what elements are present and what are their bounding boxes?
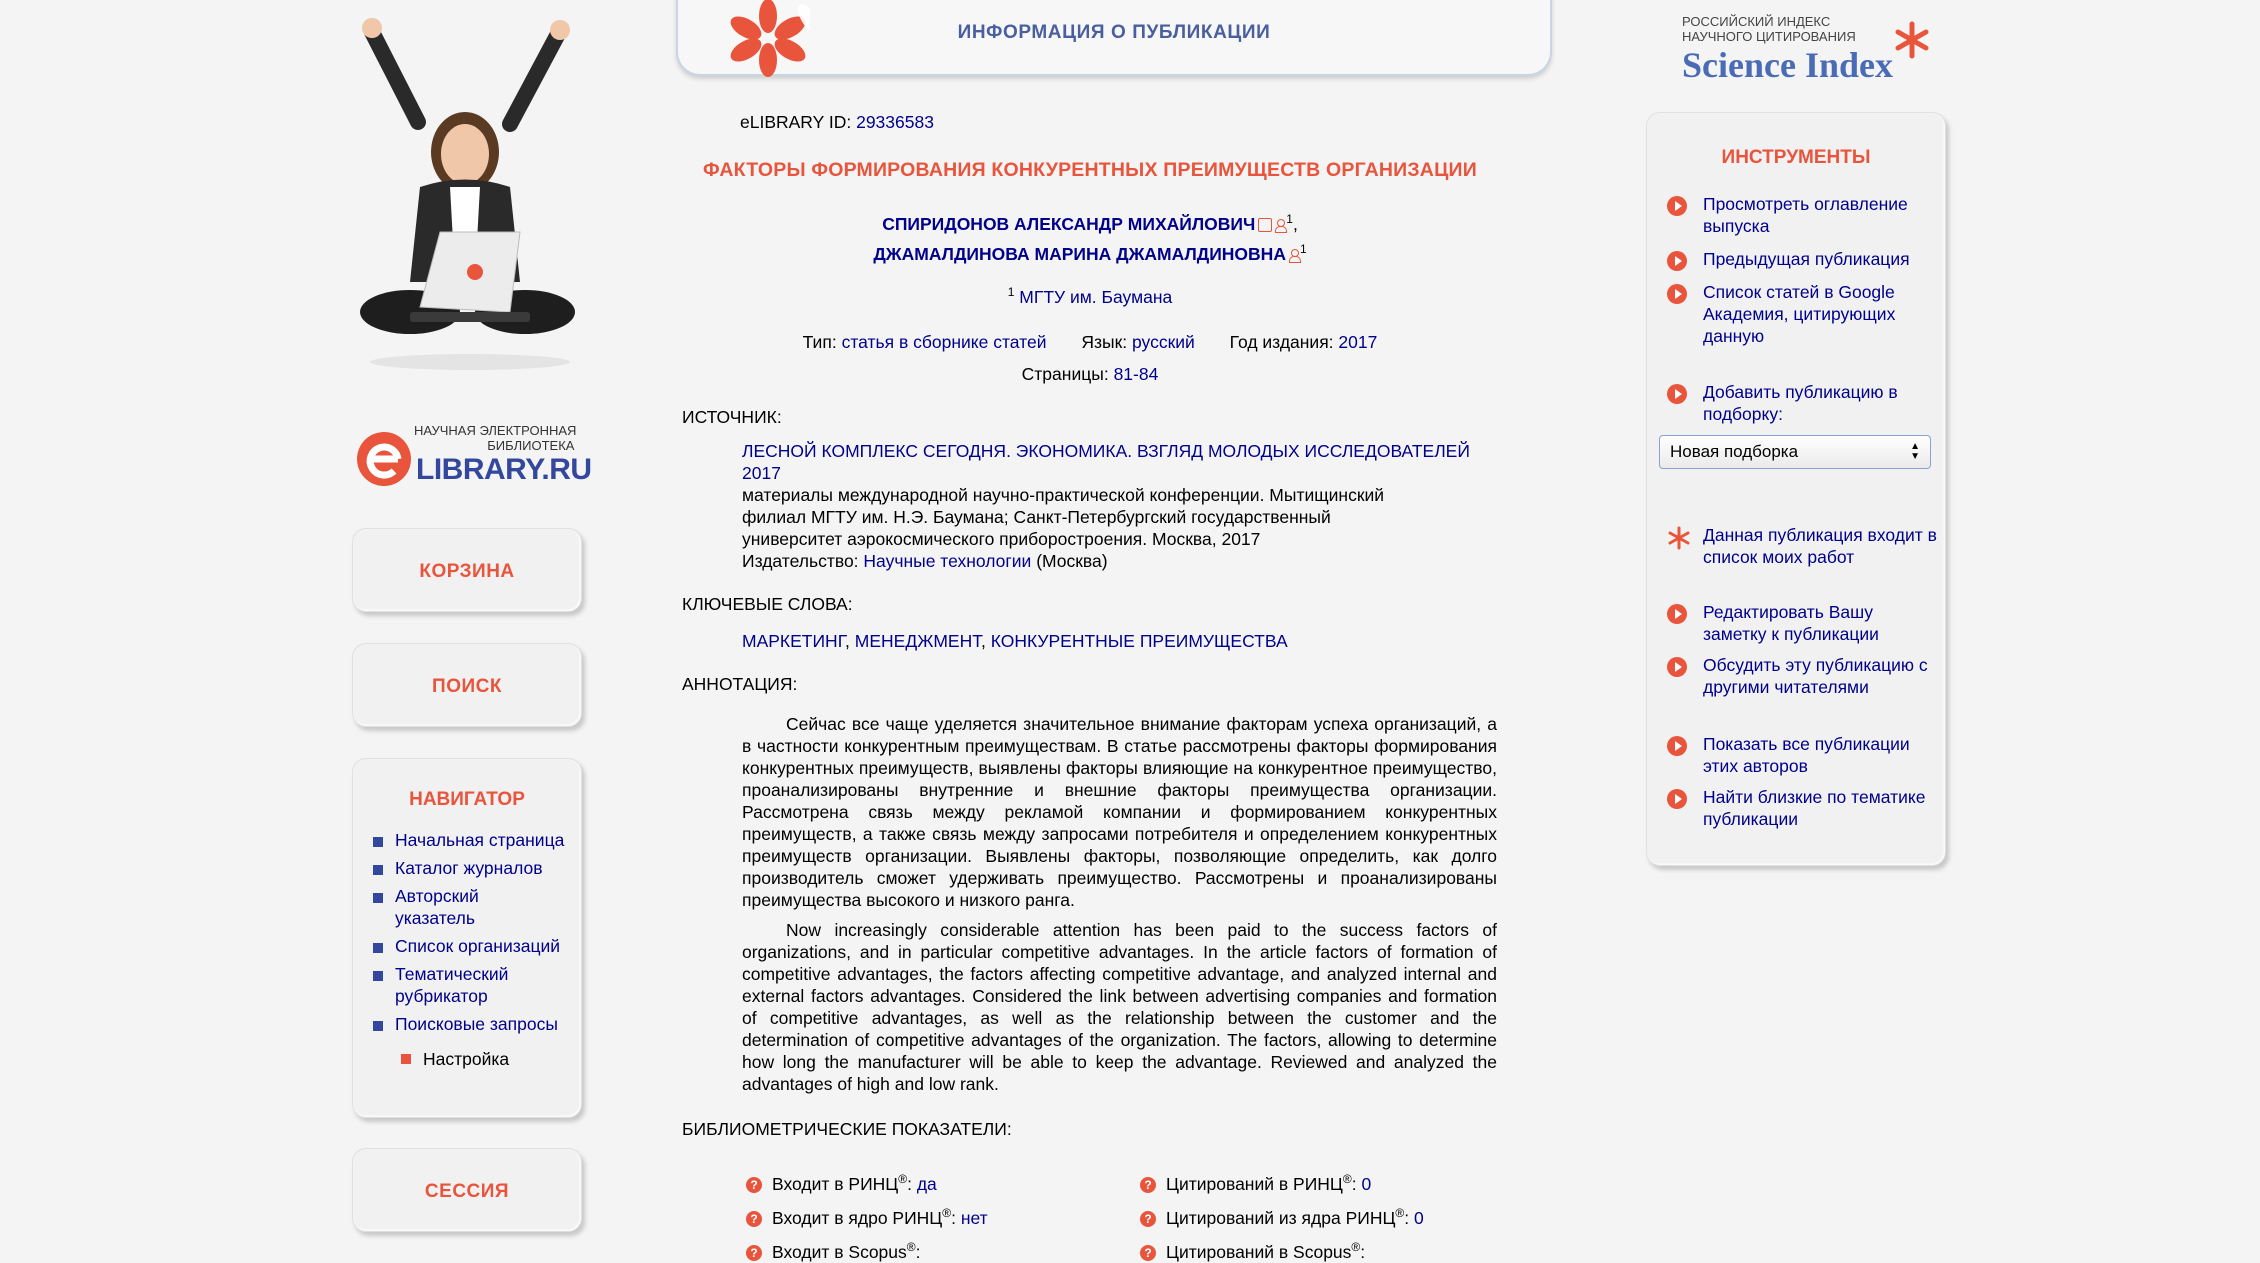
nav-item-settings[interactable]: Настройка (401, 1049, 581, 1070)
bullet-icon (373, 837, 383, 847)
person-icon[interactable] (1288, 249, 1300, 261)
tool-my-works[interactable]: Данная публикация входит в список моих работ (1667, 524, 1937, 568)
si-line1: РОССИЙСКИЙ ИНДЕКС (1682, 14, 1831, 29)
lang-label: Язык: (1081, 332, 1128, 353)
arrow-circle-icon (1667, 384, 1687, 404)
elibrary-logo[interactable] (356, 415, 592, 490)
core-cit-value[interactable]: 0 (1414, 1207, 1424, 1228)
author-row (680, 207, 1500, 237)
author-row (680, 237, 1500, 267)
tool-google-scholar[interactable]: Список статей в Google Академия, цитирующих данную (1667, 281, 1937, 347)
publisher-link[interactable]: Научные технологии (863, 551, 1032, 572)
bullet-icon (373, 865, 383, 875)
keyword-link[interactable]: МАРКЕТИНГ (742, 631, 846, 652)
science-index-logo[interactable] (1682, 14, 1932, 84)
logo-line2: БИБЛИОТЕКА (487, 438, 575, 453)
author-link[interactable]: СПИРИДОНОВ АЛЕКСАНДР МИХАЙЛОВИЧ (882, 213, 1256, 234)
elibrary-id-label: eLIBRARY ID: (740, 112, 852, 132)
author-link[interactable]: ДЖАМАЛДИНОВА МАРИНА ДЖАМАЛДИНОВНА (873, 243, 1286, 264)
arrow-circle-icon (1667, 736, 1687, 756)
help-icon[interactable]: ? (746, 1211, 762, 1227)
collection-select[interactable] (1659, 435, 1931, 469)
help-icon[interactable]: ? (1140, 1245, 1156, 1261)
nav-item-rubricator[interactable]: Тематический рубрикатор (373, 963, 525, 1007)
keywords-heading: КЛЮЧЕВЫЕ СЛОВА: (682, 594, 853, 615)
asterisk-icon (1892, 20, 1932, 60)
bullet-icon (373, 1021, 383, 1031)
select-arrows-icon: ▲ ▼ (1910, 441, 1920, 462)
biblio-core-cit: ? Цитирований из ядра РИНЦ®: 0 (1140, 1206, 1424, 1229)
source-heading: ИСТОЧНИК: (682, 407, 782, 428)
pages-label: Страницы: (1021, 364, 1109, 385)
si-line2: НАУЧНОГО ЦИТИРОВАНИЯ (1682, 29, 1856, 44)
rinc-in-value[interactable]: да (916, 1173, 937, 1194)
publication-content (680, 112, 1500, 1140)
source-block (742, 440, 1497, 572)
rinc-cit-value[interactable]: 0 (1361, 1173, 1372, 1194)
keyword-link[interactable]: МЕНЕДЖМЕНТ (854, 631, 981, 652)
tool-prev-publication[interactable]: Предыдущая публикация (1667, 248, 1937, 270)
tool-view-toc[interactable]: Просмотреть оглавление выпуска (1667, 193, 1937, 237)
pages-link[interactable]: 81-84 (1113, 364, 1159, 385)
si-brand: Science Index (1682, 45, 1893, 85)
page-title: ИНФОРМАЦИЯ О ПУБЛИКАЦИИ (957, 22, 1271, 43)
pages (680, 364, 1500, 385)
elibrary-id-link[interactable]: 29336583 (856, 112, 934, 132)
email-icon[interactable] (1258, 218, 1272, 232)
tool-edit-note[interactable]: Редактировать Вашу заметку к публикации (1667, 601, 1937, 645)
publication-title: ФАКТОРЫ ФОРМИРОВАНИЯ КОНКУРЕНТНЫХ ПРЕИМУЩЕСТВ ОРГАНИЗАЦИИ (703, 159, 1477, 181)
nav-item-journals[interactable]: Каталог журналов (373, 857, 581, 879)
tools-title: ИНСТРУМЕНТЫ (1721, 147, 1871, 168)
arrow-circle-icon (1667, 251, 1687, 271)
arrow-circle-icon (1667, 657, 1687, 677)
bullet-icon (373, 893, 383, 903)
session-button[interactable] (352, 1148, 582, 1232)
help-icon[interactable]: ? (1140, 1177, 1156, 1193)
session-label: СЕССИЯ (424, 1181, 510, 1202)
biblio-rinc-cit: ? Цитирований в РИНЦ®: 0 (1140, 1172, 1371, 1195)
publisher-label: Издательство: (742, 551, 859, 572)
search-button[interactable] (352, 643, 582, 727)
tool-author-publications[interactable]: Показать все публикации этих авторов (1667, 733, 1937, 777)
logo-line1: НАУЧНАЯ ЭЛЕКТРОННАЯ (414, 423, 577, 438)
person-icon[interactable] (1274, 219, 1286, 231)
lang-link[interactable]: русский (1132, 332, 1195, 353)
asterisk-icon (1667, 526, 1691, 550)
cart-button[interactable] (352, 528, 582, 612)
authors (680, 207, 1500, 267)
navigator-title: НАВИГАТОР (409, 789, 525, 810)
nav-item-home[interactable]: Начальная страница (373, 829, 581, 851)
arrow-circle-icon (1667, 196, 1687, 216)
nav-item-authors[interactable]: Авторский указатель (373, 885, 505, 929)
cart-label: КОРЗИНА (419, 561, 515, 582)
tool-similar[interactable]: Найти близкие по тематике публикации (1667, 786, 1937, 830)
logo-brand: LIBRARY.RU (416, 453, 592, 486)
hero-illustration (350, 12, 600, 387)
biblio-heading: БИБЛИОМЕТРИЧЕСКИЕ ПОКАЗАТЕЛИ: (682, 1119, 1012, 1140)
bullet-icon (401, 1054, 411, 1064)
publisher (742, 550, 1497, 572)
publication-meta (680, 332, 1500, 353)
bullet-icon (373, 971, 383, 981)
year-link[interactable]: 2017 (1338, 332, 1378, 353)
tool-discuss[interactable]: Обсудить эту публикацию с другими читателями (1667, 654, 1937, 698)
nav-item-queries[interactable]: Поисковые запросы (373, 1013, 581, 1035)
arrow-circle-icon (1667, 604, 1687, 624)
biblio-scopus-in: ? Входит в Scopus®: (746, 1240, 921, 1263)
elibrary-id (740, 112, 1500, 133)
keywords-list: МАРКЕТИНГ, МЕНЕДЖМЕНТ, КОНКУРЕНТНЫЕ ПРЕИМУЩЕСТВА (742, 631, 1288, 652)
biblio-rinc-in: ? Входит в РИНЦ®: да (746, 1172, 937, 1195)
source-title-link[interactable]: ЛЕСНОЙ КОМПЛЕКС СЕГОДНЯ. ЭКОНОМИКА. ВЗГЛЯД МОЛОДЫХ ИССЛЕДОВАТЕЛЕЙ 2017 (742, 441, 1470, 484)
abstract-ru: Сейчас все чаще уделяется значительное внимание факторам успеха организаций, а в частности конкурентным преимуществам. В статье рассмотрены факторы формирования конкурентных преимуществ, выявлены факторы влияющие на конкурентное преимущество, проанализированы внутренние и внешние факторы преимущества организации. Рассмотрена связь между рекламой компании и формированием конкурентных преимуществ, а также связь между запросами потребителя и определением конкурентных преимуществ организации. Выявлены факторы, позволяющие определить, как долго производитель сможет удерживать преимущество. Рассмотрены и проанализированы преимущества высокого и низкого ранга. (742, 714, 1497, 911)
help-icon[interactable]: ? (746, 1177, 762, 1193)
type-label: Тип: (802, 332, 837, 353)
page-header (676, 0, 1552, 76)
keyword-link[interactable]: КОНКУРЕНТНЫЕ ПРЕИМУЩЕСТВА (990, 631, 1288, 652)
tool-add-to-collection[interactable]: Добавить публикацию в подборку: (1667, 381, 1937, 425)
navigator-panel (352, 758, 582, 1118)
help-icon[interactable]: ? (746, 1245, 762, 1261)
year-label: Год издания: (1229, 332, 1334, 353)
affiliation-ref: 1 (1299, 241, 1307, 256)
affiliation-link[interactable]: МГТУ им. Баумана (1019, 286, 1173, 307)
arrow-circle-icon (1667, 789, 1687, 809)
arrow-circle-icon (1667, 284, 1687, 304)
source-description: материалы международной научно-практической конференции. Мытищинский филиал МГТУ им. Н.Э. Баумана; Санкт-Петербургский государственный университет аэрокосмического приборостроения. Москва, 2017 (742, 485, 1385, 550)
abstract-en: Now increasingly considerable attention has been paid to the success factors of organizations, and in particular competitive advantages. In the article factors of formation of competitive advantages, the factors affecting competitive advantage, and analyzed internal and external factors advantages. Considered the link between advertising companies and formation of competitive advantages, as well as the relationship between the customer and the determination of competitive advantages of the organization. The factors, allowing to determine how long the manufacturer will be able to keep the advantage. Reviewed and analyzed the advantages of high and low rank. (742, 920, 1497, 1095)
tools-panel (1646, 112, 1946, 866)
biblio-scopus-cit: ? Цитирований в Scopus®: (1140, 1240, 1365, 1263)
abstract-heading: АННОТАЦИЯ: (682, 674, 798, 695)
affiliation-ref: 1 (1286, 212, 1293, 226)
type-link[interactable]: статья в сборнике статей (841, 332, 1047, 353)
core-in-value[interactable]: нет (960, 1207, 988, 1228)
collection-select-value: Новая подборка (1670, 442, 1799, 461)
help-icon[interactable]: ? (1140, 1211, 1156, 1227)
abstract (742, 713, 1497, 1095)
navigator-list (353, 829, 581, 1035)
search-label: ПОИСК (432, 676, 502, 697)
biblio-core-in: ? Входит в ядро РИНЦ®: нет (746, 1206, 988, 1229)
publisher-city: (Москва) (1036, 551, 1108, 572)
nav-item-organizations[interactable]: Список организаций (373, 935, 581, 957)
affiliation (680, 285, 1500, 308)
affiliation-number: 1 (1007, 284, 1015, 299)
bullet-icon (373, 943, 383, 953)
separator: , (1292, 213, 1298, 234)
